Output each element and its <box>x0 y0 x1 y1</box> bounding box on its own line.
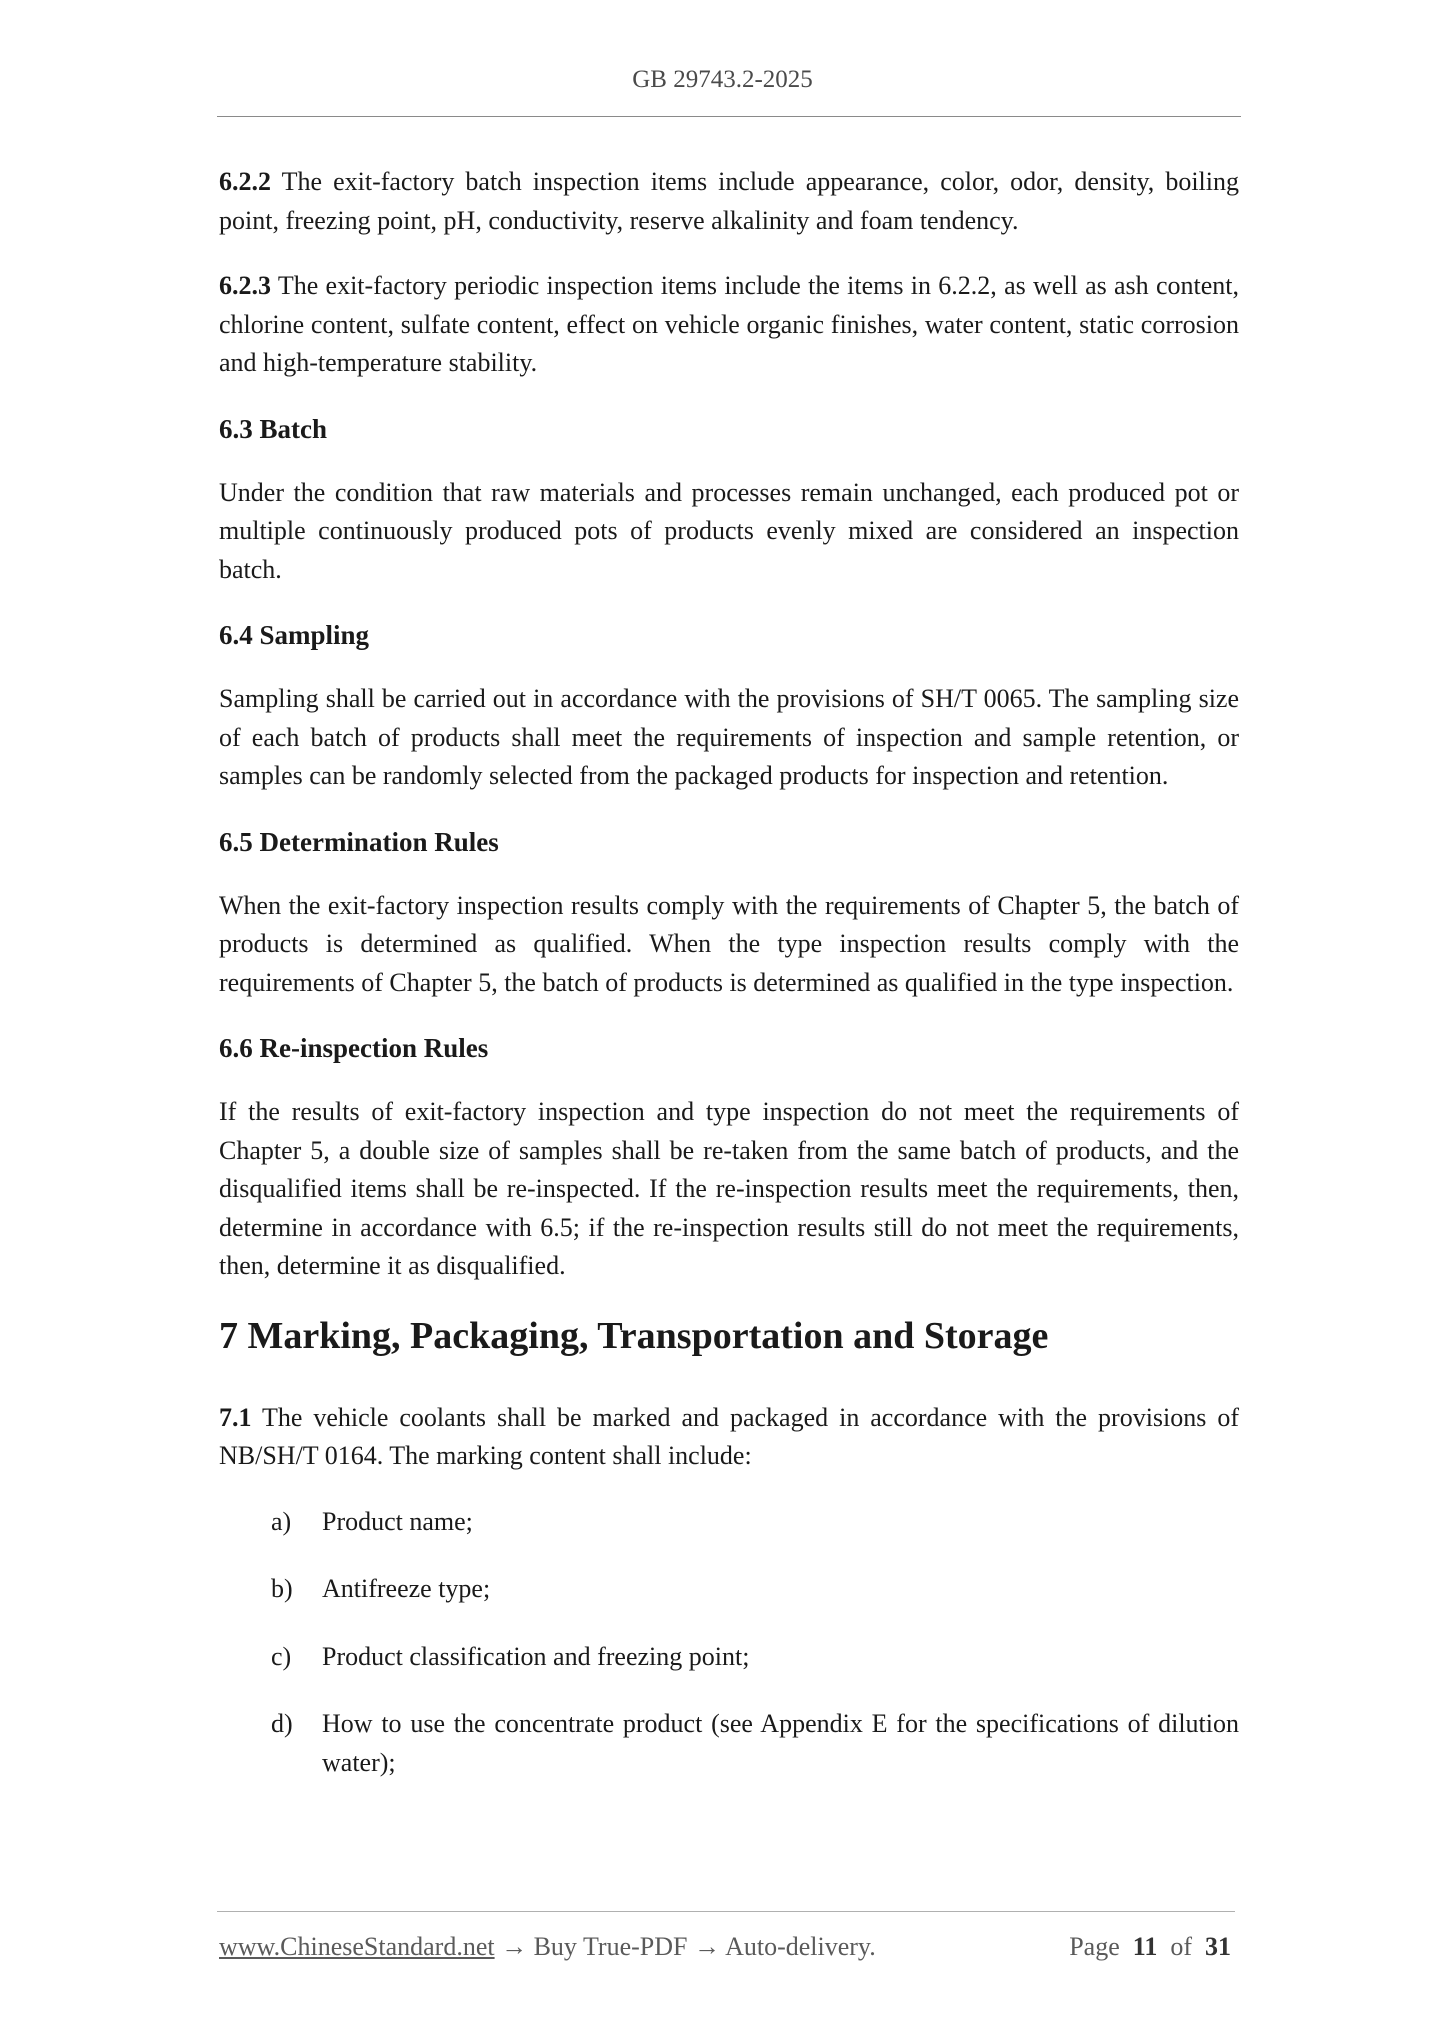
section-text-6-5: When the exit-factory inspection results comply with the requirements of Chapter 5, the batch of products is determined as qualified. When the type inspection results comply with the requirements of Chapter 5, the batch of products is determined as qualified in the type inspection. <box>219 890 1239 997</box>
section-heading-6-4: 6.4 Sampling <box>219 620 370 650</box>
clause-7-1 <box>219 1399 1239 1476</box>
list-item-text: Product name; <box>322 1506 473 1536</box>
current-page: 11 <box>1132 1932 1158 1961</box>
list-item <box>219 1705 1239 1782</box>
list-marker: b) <box>271 1574 293 1603</box>
clause-text: The exit-factory batch inspection items include appearance, color, odor, density, boiling point, freezing point, pH, conductivity, reserve alkalinity and foam tendency. <box>219 167 1239 235</box>
section-heading-6-3: 6.3 Batch <box>219 413 327 444</box>
arrow-icon: → <box>687 1932 726 1961</box>
section-text-6-6: If the results of exit-factory inspection and type inspection do not meet the requirements of Chapter 5, a double size of samples shall be re-taken from the same batch of products, and the disqualified items shall be re-inspected. If the re-inspection results meet the requirements, then, determine in accordance with 6.5; if the re-inspection results still do not meet the requirements, then, determine it as disqualified. <box>219 1097 1239 1280</box>
footer-divider <box>217 1911 1235 1912</box>
section-text-6-3: Under the condition that raw materials and processes remain unchanged, each produced pot or multiple continuously produced pots of products evenly mixed are considered an inspection batch. <box>219 477 1239 584</box>
section-heading-6-5: 6.5 Determination Rules <box>219 826 499 857</box>
page-number <box>1069 1932 1231 1962</box>
footer-promo <box>219 1932 876 1962</box>
buy-true-pdf-text: Buy True-PDF <box>533 1932 688 1961</box>
list-marker: c) <box>271 1641 292 1671</box>
list-item-text: How to use the concentrate product (see Appendix E for the specifications of dilution water); <box>322 1709 1239 1777</box>
auto-delivery-text: Auto-delivery. <box>725 1932 876 1961</box>
header-divider <box>217 116 1241 117</box>
of-label: of <box>1170 1932 1192 1961</box>
marking-content-list <box>219 1503 1239 1783</box>
website-link[interactable]: www.ChineseStandard.net <box>219 1932 495 1961</box>
page-label: Page <box>1069 1932 1120 1961</box>
list-marker: d) <box>271 1709 293 1738</box>
list-item-text: Product classification and freezing point; <box>322 1641 750 1671</box>
list-item <box>219 1638 1239 1677</box>
list-item <box>219 1503 1239 1542</box>
section-text-6-4: Sampling shall be carried out in accordance with the provisions of SH/T 0065. The sampling size of each batch of products shall meet the requirements of inspection and sample retention, or samples can be randomly selected from the packaged products for inspection and retention. <box>219 684 1239 790</box>
chapter-heading-7: 7 Marking, Packaging, Transportation and Storage <box>219 1314 1049 1357</box>
clause-number: 6.2.3 <box>219 271 271 300</box>
clause-number: 7.1 <box>219 1402 252 1432</box>
clause-6-2-3 <box>219 267 1239 383</box>
section-heading-6-6: 6.6 Re-inspection Rules <box>219 1033 489 1063</box>
arrow-icon: → <box>494 1932 534 1961</box>
list-item <box>219 1570 1239 1609</box>
page-footer <box>219 1932 1231 1968</box>
total-pages: 31 <box>1205 1932 1231 1961</box>
document-code-header: GB 29743.2-2025 <box>632 66 813 93</box>
list-marker: a) <box>271 1506 292 1536</box>
clause-6-2-2 <box>219 163 1239 240</box>
page-content <box>219 163 1239 1811</box>
clause-number: 6.2.2 <box>219 167 271 196</box>
list-item-text: Antifreeze type; <box>322 1574 491 1603</box>
clause-text: The vehicle coolants shall be marked and packaged in accordance with the provisions of NB/SH/T 0164. The marking content shall include: <box>219 1402 1239 1470</box>
clause-text: The exit-factory periodic inspection items include the items in 6.2.2, as well as ash content, chlorine content, sulfate content, effect on vehicle organic finishes, water content, static corrosion and high-temperature stability. <box>219 271 1239 377</box>
